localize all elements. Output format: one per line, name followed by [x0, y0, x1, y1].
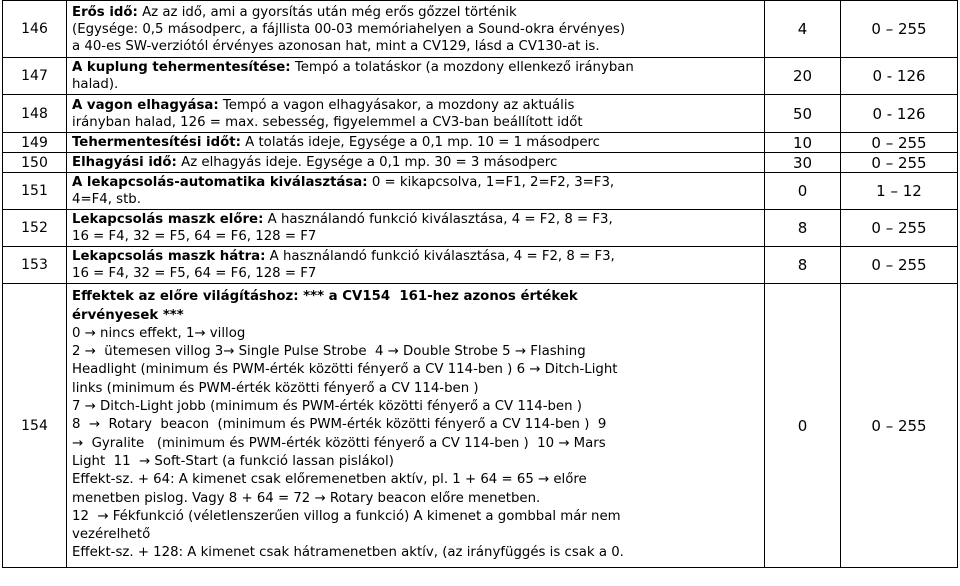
description-line — [72, 76, 764, 93]
cv-table — [2, 0, 958, 568]
cv-value-range: 0 – 255 — [841, 210, 958, 247]
table-row — [3, 247, 958, 284]
cv-default-value: 8 — [765, 210, 841, 247]
description-term: A vagon elhagyása: — [72, 97, 219, 113]
cv-table-body — [3, 1, 958, 568]
description-line — [72, 59, 764, 76]
cv-value-range: 0 – 255 — [841, 284, 958, 568]
cv-value-range: 1 – 12 — [841, 173, 958, 210]
table-row — [3, 1, 958, 58]
description-line: Light 11 → Soft-Start (a funkció lassan pislákol) — [72, 453, 394, 469]
description-line — [72, 191, 764, 208]
description-text: Tempó a vagon elhagyásakor, a mozdony az aktuális — [218, 97, 575, 113]
description-line — [72, 4, 764, 21]
cv-description — [67, 133, 765, 153]
description-line — [72, 228, 764, 245]
description-term: Erős idő: — [72, 4, 138, 20]
description-term: Elhagyási idő: — [72, 155, 177, 170]
cv-value-range: 0 – 255 — [841, 247, 958, 284]
description-text: Az elhagyás ideje. Egysége a 0,1 mp. 30 = 3 másodperc — [176, 155, 558, 170]
description-line — [72, 97, 764, 114]
cv-default-value: 0 — [765, 173, 841, 210]
description-line: 0 → nincs effekt, 1→ villog — [72, 325, 246, 341]
description-line — [72, 154, 764, 171]
cv-default-value: 50 — [765, 95, 841, 133]
cv-number: 154 — [3, 284, 67, 568]
description-line: vezérelhető — [72, 527, 151, 543]
cv-value-range: 0 - 126 — [841, 95, 958, 133]
description-line — [72, 248, 764, 265]
description-line: Headlight (minimum és PWM-érték közötti fényerő a CV 114-ben ) 6 → Ditch-Light — [72, 362, 618, 378]
cv-value-range: 0 – 255 — [841, 153, 958, 173]
description-text: A használandó funkció kiválasztása, 4 = F2, 8 = F3, — [263, 212, 613, 227]
table-row — [3, 133, 958, 153]
table-row — [3, 210, 958, 247]
description-text: a 40-es SW-verziótól érvényes azonosan hat, mint a CV129, lásd a CV130-at is. — [72, 38, 600, 54]
description-line: Effekt-sz. + 128: A kimenet csak hátramenetben aktív, (az irányfüggés is csak a 0. — [72, 545, 624, 561]
cv-number: 150 — [3, 153, 67, 173]
description-text: A használandó funkció kiválasztása, 4 = F2, 8 = F3, — [265, 249, 615, 264]
description-text: (Egysége: 0,5 másodperc, a fájllista 00-03 memóriahelyen a Sound-okra érvényes) — [72, 21, 626, 37]
table-row — [3, 153, 958, 173]
description-line: 2 → ütemesen villog 3→ Single Pulse Strobe 4 → Double Strobe 5 → Flashing — [72, 344, 586, 360]
description-text: 16 = F4, 32 = F5, 64 = F6, 128 = F7 — [72, 266, 317, 281]
cv-number: 148 — [3, 95, 67, 133]
cv-value-range: 0 – 255 — [841, 1, 958, 58]
cv-default-value: 0 — [765, 284, 841, 568]
table-row — [3, 58, 958, 95]
description-term: Tehermentesítési időt: — [72, 135, 241, 150]
table-row — [3, 284, 958, 568]
cv-description — [67, 247, 765, 284]
description-text: 0 = kikapcsolva, 1=F1, 2=F2, 3=F3, — [367, 175, 615, 190]
description-line — [72, 134, 764, 151]
cv-number: 151 — [3, 173, 67, 210]
cv-number: 146 — [3, 1, 67, 58]
cv-description — [67, 173, 765, 210]
description-line — [72, 114, 764, 131]
description-term: Lekapcsolás maszk hátra: — [72, 249, 266, 264]
description-text: A tolatás ideje, Egysége a 0,1 mp. 10 = 1 másodperc — [240, 135, 600, 150]
cv-default-value: 30 — [765, 153, 841, 173]
cv-number: 147 — [3, 58, 67, 95]
cv-default-value: 20 — [765, 58, 841, 95]
cv-description — [67, 210, 765, 247]
description-line: links (minimum és PWM-érték közötti fényerő a CV 114-ben ) — [72, 380, 479, 396]
cv-value-range: 0 – 255 — [841, 133, 958, 153]
cv-number: 153 — [3, 247, 67, 284]
description-text: 4=F4, stb. — [72, 192, 141, 207]
description-text: 16 = F4, 32 = F5, 64 = F6, 128 = F7 — [72, 229, 317, 244]
cv-default-value: 4 — [765, 1, 841, 58]
description-line: menetben pislog. Vagy 8 + 64 = 72 → Rotary beacon előre menetben. — [72, 490, 541, 506]
cv-number: 152 — [3, 210, 67, 247]
description-line: → Gyralite (minimum és PWM-érték közötti fényerő a CV 114-ben ) 10 → Mars — [72, 435, 606, 451]
cv-description — [67, 153, 765, 173]
cv-value-range: 0 - 126 — [841, 58, 958, 95]
description-line: Effektek az előre világításhoz: *** a CV154 161-hez azonos értékek — [72, 289, 578, 305]
description-term: Lekapcsolás maszk előre: — [72, 212, 264, 227]
description-line — [72, 21, 764, 38]
table-row — [3, 173, 958, 210]
description-text: irányban halad, 126 = max. sebesség, figyelemmel a CV3-ban beállított időt — [72, 114, 583, 130]
description-line — [72, 211, 764, 228]
cv-description — [67, 284, 765, 568]
description-text: halad). — [72, 77, 119, 92]
table-row — [3, 95, 958, 133]
description-line — [72, 174, 764, 191]
cv-default-value: 10 — [765, 133, 841, 153]
description-line: 8 → Rotary beacon (minimum és PWM-érték közötti fényerő a CV 114-ben ) 9 — [72, 417, 607, 433]
cv-description — [67, 95, 765, 133]
cv-description — [67, 1, 765, 58]
description-term: A kuplung tehermentesítése: — [72, 60, 291, 75]
description-term: A lekapcsolás-automatika kiválasztása: — [72, 175, 368, 190]
description-line: Effekt-sz. + 64: A kimenet csak előremenetben aktív, pl. 1 + 64 = 65 → előre — [72, 472, 587, 488]
description-line — [72, 265, 764, 282]
description-line: 7 → Ditch-Light jobb (minimum és PWM-érték közötti fényerő a CV 114-ben ) — [72, 399, 582, 415]
description-line — [72, 38, 764, 55]
cv-description — [67, 58, 765, 95]
description-line: érvényesek *** — [72, 307, 184, 323]
description-text: Az az idő, ami a gyorsítás után még erős gőzzel történik — [137, 4, 517, 20]
description-line: 12 → Fékfunkció (véletlenszerűen villog a funkció) A kimenet a gombbal már nem — [72, 508, 621, 524]
cv-number: 149 — [3, 133, 67, 153]
cv-default-value: 8 — [765, 247, 841, 284]
description-text: Tempó a tolatáskor (a mozdony ellenkező irányban — [290, 60, 634, 75]
